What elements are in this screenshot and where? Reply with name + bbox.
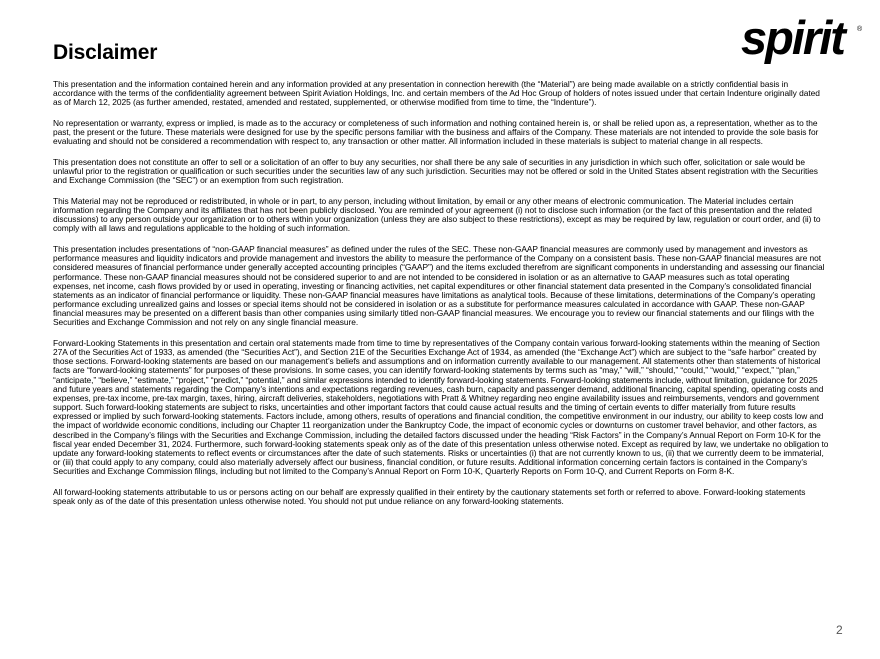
disclaimer-paragraph-non-gaap: This presentation includes presentations of “non-GAAP financial measures” as defined under the rules of the SEC. These non-GAAP financial measures are commonly used by management and investors as performance measures and liquidity indicators and provide management and investors the ability to measure the performance of the Company on a consistent basis. These non-GAAP financial measures are not considered measures of financial performance under generally accepted accounting principles (“GAAP”) and the items excluded therefrom are significant components in understanding and assessing our financial performance. These non-GAAP financial measures should not be considered superior to and are not intended to be considered in isolation or as an alternative to GAAP measures such as total operating expenses, net income, cash flows provided by or used in operating, investing or financing activities, net capital expenditures or other financial statement data presented in the Company’s consolidated financial statements as an indicator of financial performance or liquidity. These non-GAAP financial measures have limitations as analytical tools. Because of these limitations, determinations of the Company’s operating performance excluding unrealized gains and losses or special items should not be considered in isolation or as a substitute for performance measures calculated in accordance with GAAP. These non-GAAP financial measures may be presented on a different basis than other companies using similarly titled non-GAAP financial measures. We encourage you to review our financial statements and our filings with the Securities and Exchange Commission and not rely on any single financial measure. <box>53 244 825 328</box>
disclaimer-paragraph-forward-looking: Forward-Looking Statements in this presentation and certain oral statements made from time to time by representatives of the Company contain various forward-looking statements within the meaning of Section 27A of the Securities Act of 1933, as amended (the “Securities Act”), and Section 21E of the Securities Exchange Act of 1934, as amended (the “Exchange Act”) which are subject to the “safe harbor” created by those sections. Forward-looking statements are based on our management’s beliefs and assumptions and on information currently available to our management. All statements other than statements of historical facts are “forward-looking statements” for purposes of these provisions. In some cases, you can identify forward-looking statements by terms such as “may,” “will,” “should,” “could,” “would,” “expect,” “plan,” “anticipate,” “believe,” “estimate,” “project,” “predict,” “potential,” and similar expressions intended to identify forward-looking statements. Forward-looking statements include, without limitation, guidance for 2025 and future years and statements regarding the Company’s intentions and expectations regarding revenues, cash burn, capacity and passenger demand, additional financing, capital spending, operating costs and expenses, pre-tax income, pre-tax margin, taxes, hiring, aircraft deliveries, stakeholders, negotiations with Pratt & Whitney regarding neo engine availability issues and reimbursements, vendors and government support. Such forward-looking statements are subject to risks, uncertainties and other important factors that could cause actual results and the timing of certain events to differ materially from future results expressed or implied by such forward-looking statements. Factors include, among others, results of operations and financial condition, the competitive environment in our industry, our ability to keep costs low and the impact of worldwide economic conditions, including our Chapter 11 reorganization under the Bankruptcy Code, the impact of economic cycles or downturns on customer travel behavior, and other factors, as described in the Company’s filings with the Securities and Exchange Commission, including the detailed factors discussed under the heading “Risk Factors” in the Company’s Annual Report on Form 10-K for the fiscal year ended December 31, 2024. Furthermore, such forward-looking statements speak only as of the date of this presentation unless otherwise noted. Except as required by law, we undertake no obligation to update any forward-looking statements to reflect events or circumstances after the date of such statements. Risks or uncertainties (i) that are not currently known to us, (ii) that we currently deem to be immaterial, or (iii) that could apply to any company, could also materially adversely affect our business, financial condition, or future results. Additional information concerning certain factors is contained in the Company’s Securities and Exchange Commission filings, including but not limited to the Company’s Annual Report on Form 10-K, Quarterly Reports on Form 10-Q, and Current Reports on Form 8-K. <box>53 337 829 477</box>
registered-mark: ® <box>857 26 863 33</box>
logo-wordmark: spirit <box>741 14 844 64</box>
disclaimer-paragraph-qualification: All forward-looking statements attributable to us or persons acting on our behalf are expressly qualified in their entirety by the cautionary statements set forth or referred to above. Forward-looking statements speak only as of the date of this presentation unless otherwise noted. You should not put undue reliance on any forward-looking statements. <box>53 486 806 506</box>
disclaimer-paragraph-confidentiality: This presentation and the information contained herein and any information provided at any presentation in connection herewith (the “Material”) are being made available on a strictly confidential basis in accordance with the terms of the confidentiality agreement between Spirit Aviation Holdings, Inc. and certain members of the Ad Hoc Group of holders of notes issued under that certain Indenture originally dated as of March 12, 2025 (as further amended, restated, amended and restated, supplemented, or otherwise modified from time to time, the “Indenture”). <box>53 79 820 108</box>
spirit-logo <box>739 14 864 66</box>
page-title: Disclaimer <box>53 41 158 64</box>
disclaimer-paragraph-no-offer: This presentation does not constitute an offer to sell or a solicitation of an offer to buy any securities, nor shall there be any sale of securities in any jurisdiction in which such offer, solicitation or sale would be unlawful prior to the registration or qualification or such securities under the securities law of any such jurisdiction. Securities may not be offered or sold in the United States absent registration with the Securities and Exchange Commission (the “SEC”) or an exemption from such registration. <box>53 156 818 186</box>
disclaimer-paragraph-no-warranty: No representation or warranty, express or implied, is made as to the accuracy or completeness of such information and nothing contained herein is, or shall be relied upon as, a representation, whether as to the past, the present or the future. These materials were designed for use by the specific persons familiar with the business and affairs of the Company. These materials are not intended to provide the sole basis for evaluating and should not be considered a recommendation with respect to, any transaction or other matter. All information included in these materials is subject to material change in all respects. <box>53 117 819 147</box>
page-number: 2 <box>836 623 843 637</box>
disclaimer-paragraph-no-redistribution: This Material may not be reproduced or redistributed, in whole or in part, to any person, including without limitation, by email or any other means of electronic communication. The Material includes certain information regarding the Company and its affiliates that has not been publicly disclosed. You are reminded of your agreement (i) not to disclose such information (or the fact of this presentation and the related discussions) to any person outside your organization or to others within your organization (unless they are also subject to these restrictions), except as may be required by law, regulation or court order, and (ii) to comply with all laws and regulations applicable to the holding of such information. <box>53 195 821 234</box>
disclaimer-body <box>53 80 829 518</box>
